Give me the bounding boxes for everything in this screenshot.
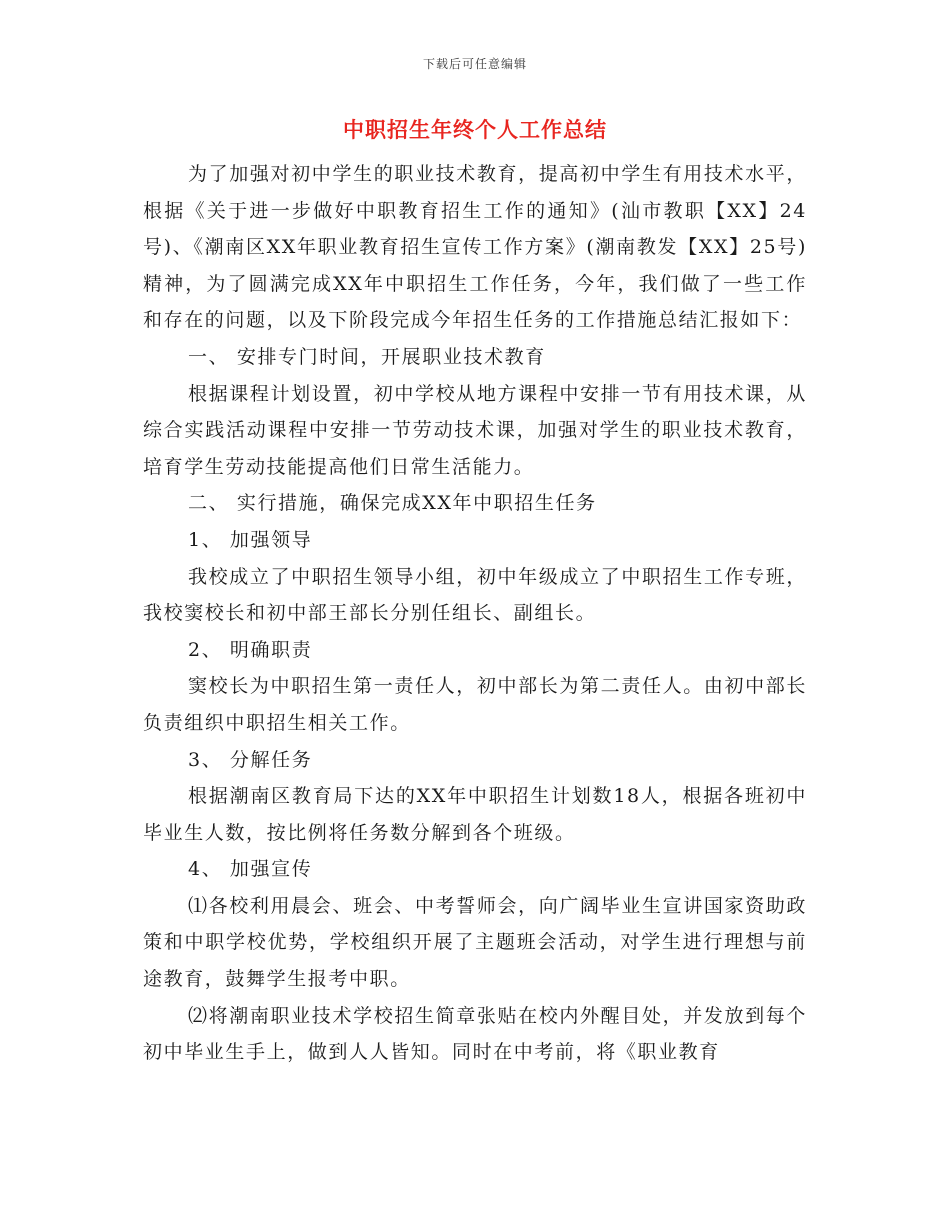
paragraph-publicity-2: ⑵将潮南职业技术学校招生简章张贴在校内外醒目处，并发放到每个初中毕业生手上，做到人人皆知。同时在中考前，将《职业教育	[143, 1004, 807, 1064]
paragraph-tasks: 根据潮南区教育局下达的XX年中职招生计划数18人，根据各班初中毕业生人数，按比例将任务数分解到各个班级。	[143, 785, 807, 844]
paragraph-publicity-1: ⑴各校利用晨会、班会、中考誓师会，向广阔毕业生宣讲国家资助政策和中职学校优势，学校组织开展了主题班会活动，对学生进行理想与前途教育，鼓舞学生报考中职。	[143, 894, 807, 991]
subheading-responsibility: 2、 明确职责	[188, 638, 313, 661]
subheading-tasks: 3、 分解任务	[188, 748, 313, 771]
section-heading-2: 二、 实行措施，确保完成XX年中职招生任务	[188, 492, 597, 515]
subheading-leadership: 1、 加强领导	[188, 528, 313, 551]
paragraph-leadership: 我校成立了中职招生领导小组，初中年级成立了中职招生工作专班，我校窦校长和初中部王部长分别任组长、副组长。	[143, 565, 807, 625]
subheading-publicity: 4、 加强宣传	[188, 858, 313, 881]
document-title: 中职招生年终个人工作总结	[343, 117, 607, 142]
section-paragraph-1: 根据课程计划设置，初中学校从地方课程中安排一节有用技术课，从综合实践活动课程中安排一节劳动技术课，加强对学生的职业技术教育，培育学生劳动技能提高他们日常生活能力。	[143, 382, 807, 478]
paragraph-responsibility: 窦校长为中职招生第一责任人，初中部长为第二责任人。由初中部长负责组织中职招生相关工作。	[143, 675, 807, 734]
section-heading-1: 一、 安排专门时间，开展职业技术教育	[188, 345, 546, 368]
header-note: 下载后可任意编辑	[422, 57, 527, 71]
intro-paragraph: 为了加强对初中学生的职业技术教育，提高初中学生有用技术水平，根据《关于进一步做好中职教育招生工作的通知》(汕市教职【XX】24号)、《潮南区XX年职业教育招生宣传工作方案》(潮南教发【XX】25号)精神，为了圆满完成XX年中职招生工作任务，今年，我们做了一些工作和存在的问题，以及下阶段完成今年招生任务的工作措施总结汇报如下：	[143, 163, 807, 332]
document-body	[143, 156, 807, 1071]
